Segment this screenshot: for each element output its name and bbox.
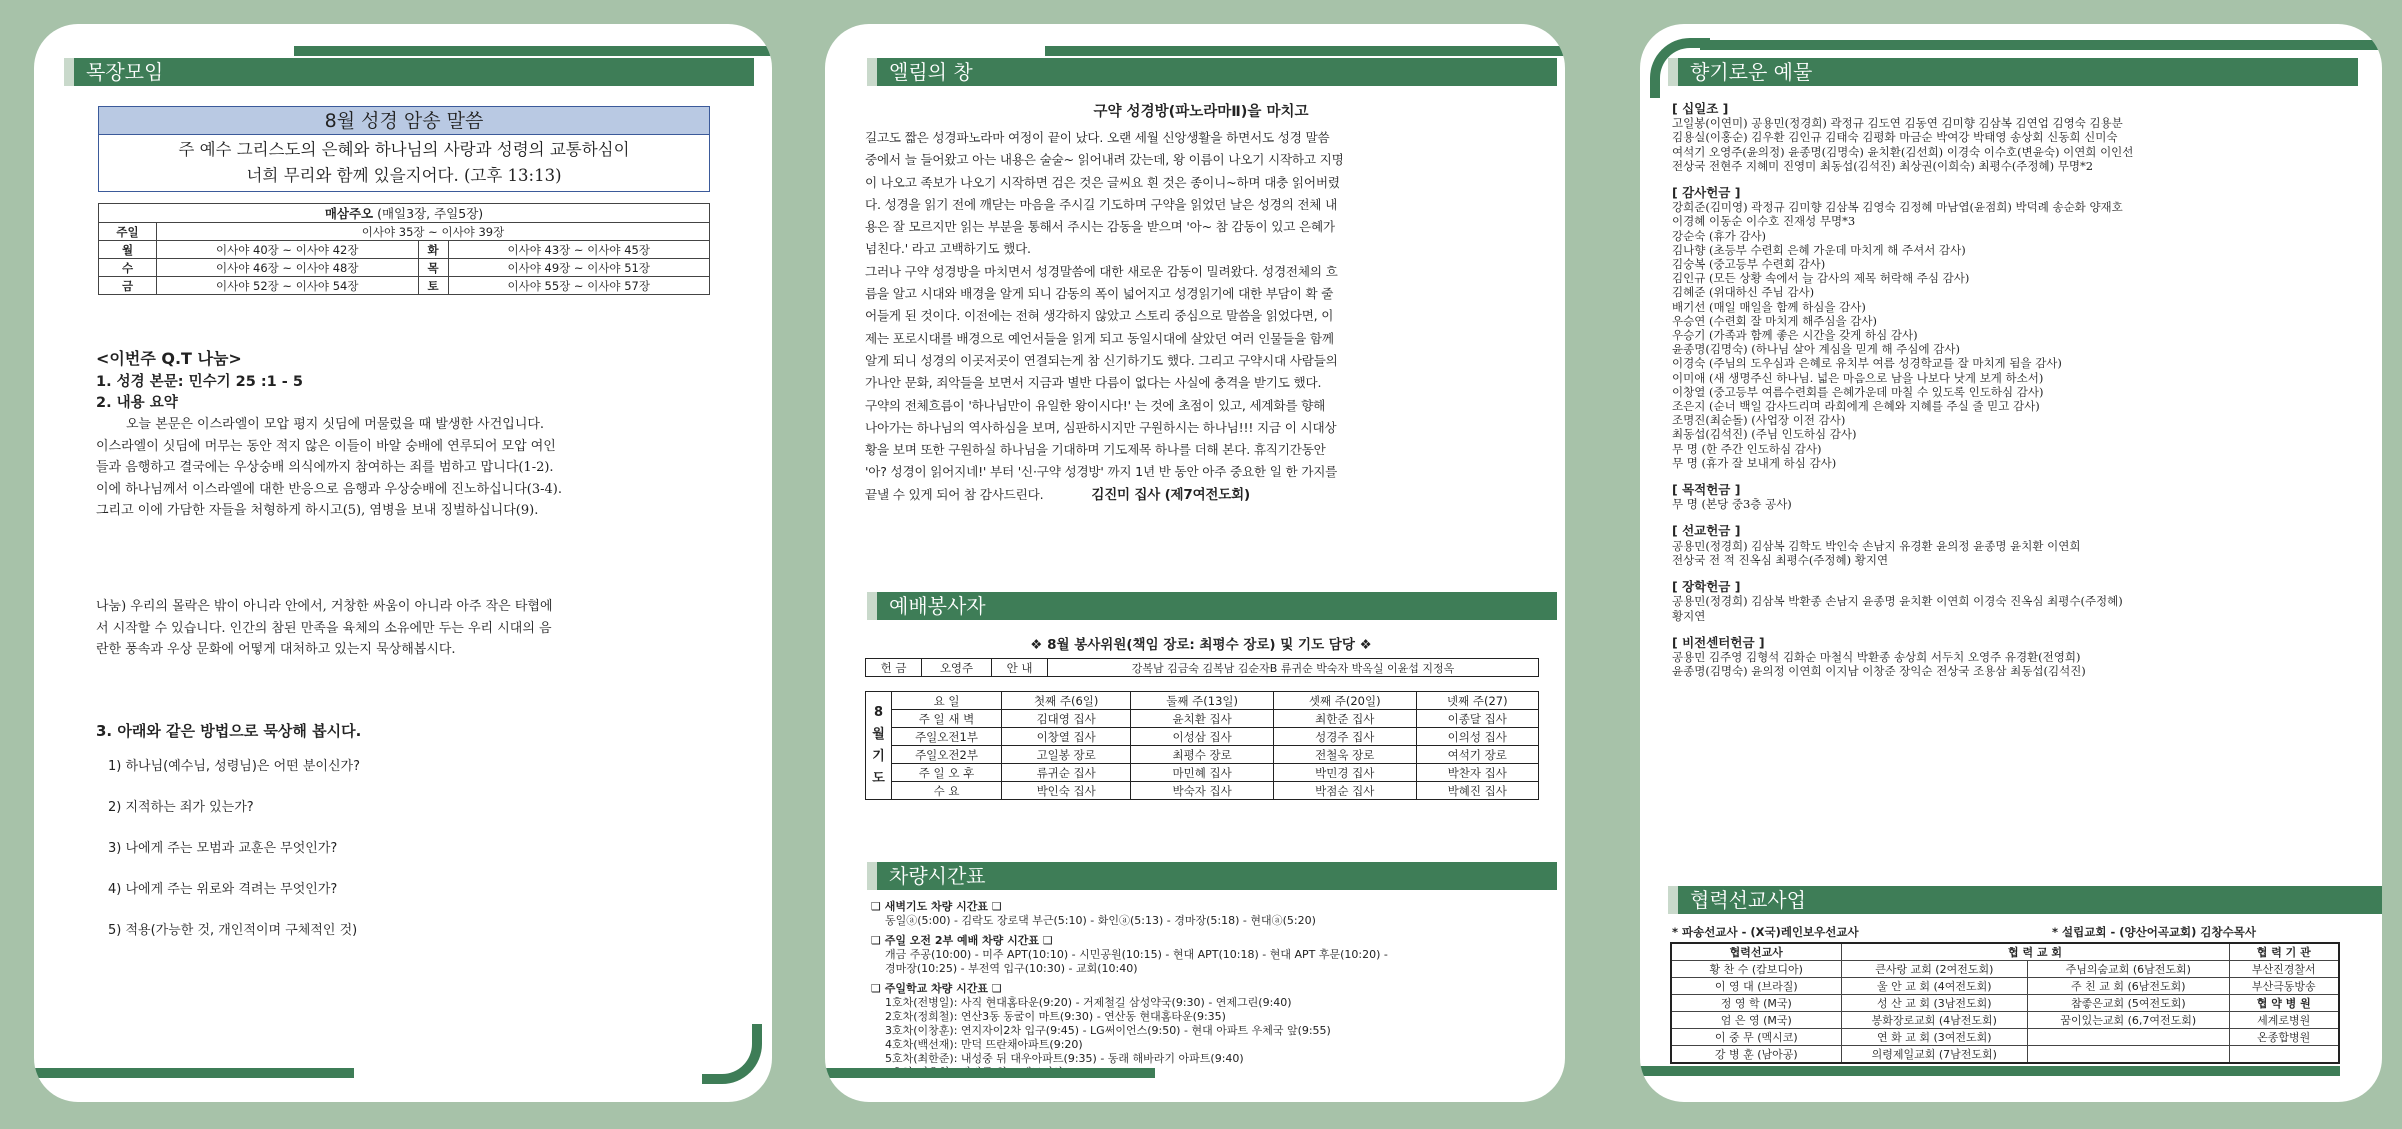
qt-questions bbox=[96, 720, 736, 960]
bus-line: 3호차(이창훈): 연지자이2차 입구(9:45) - LG써이언스(9:50) - 현대 아파트 우체국 앞(9:55) bbox=[885, 1024, 1331, 1037]
decor-ribbon bbox=[1045, 46, 1565, 56]
prayer-cell: 최한준 집사 bbox=[1273, 710, 1416, 728]
mission-cell: 이 중 무 (멕시코) bbox=[1671, 1029, 1841, 1046]
offering-line: 이경혜 이동순 이수호 진재성 무명*3 bbox=[1672, 214, 1856, 229]
decor-ribbon bbox=[294, 46, 772, 56]
mission-head: 협력선교사 bbox=[1671, 943, 1841, 961]
essay-line: 나아가는 하나님의 역사하심을 보며, 심판하시지만 구원하시는 하나님!!! 지금 이 시대상 bbox=[865, 419, 1337, 435]
service-label: 안 내 bbox=[992, 659, 1048, 677]
qt-reflection-line: 서 시작할 수 있습니다. 인간의 참된 만족을 육체의 소유에만 두는 우리 시대의 음 bbox=[96, 620, 552, 636]
essay-body bbox=[865, 127, 1537, 506]
prayer-head: 요 일 bbox=[892, 692, 1002, 710]
reading-day: 월 bbox=[99, 241, 157, 259]
mission-cell bbox=[2229, 1046, 2339, 1064]
essay-line: 길고도 짧은 성경파노라마 여정이 끝이 났다. 오랜 세월 신앙생활을 하면서도 성경 말씀 bbox=[865, 130, 1330, 145]
mission-cell: 황 찬 수 (캄보디아) bbox=[1671, 961, 1841, 978]
essay-line: '아? 성경이 읽어지네!' 부터 '신·구약 성경방' 까지 1년 반 동안 아주 중요한 일 한 가지를 bbox=[865, 464, 1338, 480]
mission-head: 협 력 교 회 bbox=[1841, 943, 2229, 961]
prayer-cell: 이종달 집사 bbox=[1416, 710, 1538, 728]
offering-line: 무 명 (휴가 잘 보내게 하심 감사) bbox=[1672, 455, 1837, 470]
qt-section bbox=[96, 346, 736, 522]
offering-line: 공용민(정경희) 김삼복 김학도 박인숙 손남지 유경환 윤의정 윤종명 윤치환 이연희 bbox=[1672, 538, 2081, 553]
essay-line: 넘친다.' 라고 고백하기도 했다. bbox=[865, 241, 1031, 257]
decor-ribbon bbox=[825, 1068, 1155, 1078]
essay-line: 알게 되니 성경의 이곳저곳이 연결되는게 참 신기하기도 했다. 그리고 구약시대 사람들의 bbox=[865, 352, 1338, 368]
offering-line: 우승기 (가족과 함께 좋은 시간을 갖게 하심 감사) bbox=[1672, 328, 1918, 343]
bus-heading: ❑ 주일학교 차량 시간표 ❑ bbox=[871, 982, 1002, 995]
essay-line: 중에서 늘 들어왔고 아는 내용은 술술~ 읽어내려 갔는데, 왕 이름이 나오기 시작하고 지명 bbox=[865, 152, 1344, 168]
prayer-head: 둘째 주(13일) bbox=[1131, 692, 1274, 710]
qt-question: 1) 하나님(예수님, 성령님)은 어떤 분이신가? bbox=[108, 759, 360, 774]
qt-item1: 1. 성경 본문: 민수기 25 :1 - 5 bbox=[96, 374, 303, 390]
essay-line: 어들게 된 것이다. 이전에는 전혀 생각하지 않았고 스토리 중심으로 말씀을 읽었다면, 이 bbox=[865, 308, 1334, 324]
prayer-cell: 박점순 집사 bbox=[1273, 782, 1416, 800]
mission-cell: 협 약 병 원 bbox=[2229, 995, 2339, 1012]
mission-cell: 의령제일교회 (7남전도회) bbox=[1841, 1046, 2028, 1064]
qt-reflection-line: 란한 풍속과 우상 문화에 어떻게 대처하고 있는지 묵상해봅시다. bbox=[96, 642, 456, 657]
qt-reflection-line: 나눔) 우리의 몰락은 밖이 아니라 안에서, 거창한 싸움이 아니라 아주 작은 타협에 bbox=[96, 599, 553, 614]
reading-day: 수 bbox=[99, 259, 157, 277]
prayer-cell: 박숙자 집사 bbox=[1131, 782, 1274, 800]
reading-range: 이사야 46장 ~ 이사야 48장 bbox=[157, 259, 419, 277]
prayer-cell: 성경주 집사 bbox=[1273, 728, 1416, 746]
service-label: 헌 금 bbox=[866, 659, 922, 677]
prayer-cell: 윤치환 집사 bbox=[1131, 710, 1274, 728]
offering-heading: [ 감사헌금 ] bbox=[1672, 185, 1741, 201]
prayer-cell: 김대영 집사 bbox=[1002, 710, 1131, 728]
memory-verse-line2: 너희 무리와 함께 있을지어다. (고후 13:13) bbox=[246, 166, 562, 185]
reading-range: 이사야 55장 ~ 이사야 57장 bbox=[448, 277, 710, 295]
qt-summary-line: 그리고 이에 가담한 자들을 처형하게 하시고(5), 염병을 보내 징벌하십니다(9). bbox=[96, 503, 539, 518]
offering-line: 무 명 (한 주간 인도하심 감사) bbox=[1672, 441, 1822, 456]
prayer-cell: 이의성 집사 bbox=[1416, 728, 1538, 746]
mission-cell: 울 안 교 회 (4여전도회) bbox=[1841, 978, 2028, 995]
qt-summary bbox=[96, 414, 736, 522]
bus-line: 4호차(백선재): 만덕 뜨란채아파트(9:20) bbox=[885, 1038, 1083, 1051]
prayer-cell: 박찬자 집사 bbox=[1416, 764, 1538, 782]
prayer-cell: 박혜진 집사 bbox=[1416, 782, 1538, 800]
offering-line: 강순숙 (휴가 감사) bbox=[1672, 228, 1767, 243]
service-value: 오영주 bbox=[922, 659, 992, 677]
offering-line: 배기선 (매일 매일을 함께 하심을 감사) bbox=[1672, 299, 1866, 314]
essay-title: 구약 성경방(파노라마Ⅱ)을 마치고 bbox=[1093, 104, 1309, 120]
mission-cell: 부산진경찰서 bbox=[2229, 961, 2339, 978]
prayer-cell: 마민혜 집사 bbox=[1131, 764, 1274, 782]
offering-heading: [ 비전센터헌금 ] bbox=[1672, 634, 1765, 650]
service-table bbox=[865, 658, 1539, 677]
mission-cell: 봉화장로교회 (4남전도회) bbox=[1841, 1012, 2028, 1029]
reading-range: 이사야 40장 ~ 이사야 42장 bbox=[157, 241, 419, 259]
prayer-cell: 주 일 새 벽 bbox=[892, 710, 1002, 728]
section-title-mission: 협력선교사업 bbox=[1668, 886, 2382, 914]
section-title-bus: 차량시간표 bbox=[867, 862, 1557, 890]
decor-ribbon bbox=[34, 1068, 354, 1078]
essay-line: 황을 보며 또한 구원하실 하나님을 기대하며 기도제목 하나를 더해 본다. 휴직기간동안 bbox=[865, 442, 1326, 458]
mission-cell: 주 친 교 회 (6남전도회) bbox=[2028, 978, 2229, 995]
mission-cell: 강 병 훈 (남아공) bbox=[1671, 1046, 1841, 1064]
qt-reflection bbox=[96, 596, 736, 661]
prayer-side-label: 8월 기도 bbox=[866, 692, 892, 800]
prayer-cell: 주일오전2부 bbox=[892, 746, 1002, 764]
offering-line: 조명진(최순돌) (사업장 이전 감사) bbox=[1672, 413, 1846, 428]
essay-line: 끝낼 수 있게 되어 참 감사드린다. bbox=[865, 486, 1044, 502]
essay-line: 다. 성경을 읽기 전에 깨닫는 마음을 주시길 기도하며 구약을 읽었던 날은 성경의 전체 내 bbox=[865, 196, 1338, 212]
qt-heading: <이번주 Q.T 나눔> bbox=[96, 349, 242, 368]
mission-cell: 부산극동방송 bbox=[2229, 978, 2339, 995]
offering-line: 이경숙 (주님의 도우심과 은혜로 유치부 여름 성경학교를 잘 마치게 됨을 감사) bbox=[1672, 356, 2062, 371]
offering-line: 조은지 (순너 백일 감사드리며 라희에게 은혜와 지혜를 주실 줄 믿고 감사) bbox=[1672, 399, 2040, 414]
mission-cell: 큰사랑 교회 (2여전도회) bbox=[1841, 961, 2028, 978]
offering-line: 우승연 (수련회 잘 마치게 해주심을 감사) bbox=[1672, 313, 1877, 328]
qt-summary-line: 이에 하나님께서 이스라엘에 대한 반응으로 음행과 우상숭배에 진노하십니다(3-4). bbox=[96, 481, 562, 497]
reading-day: 목 bbox=[418, 259, 448, 277]
offering-line: 윤종명(김명숙) (하나님 살아 계심을 믿게 해 주심에 감사) bbox=[1672, 342, 1960, 357]
mission-table bbox=[1670, 942, 2340, 1064]
section-title-cell-group: 목장모임 bbox=[64, 58, 754, 86]
prayer-head: 첫째 주(6일) bbox=[1002, 692, 1131, 710]
bus-line: 1호차(전병일): 사직 현대홈타운(9:20) - 거제철길 삼성약국(9:30) - 연제그린(9:40) bbox=[885, 996, 1292, 1009]
offering-heading: [ 목적헌금 ] bbox=[1672, 482, 1741, 498]
offering-line: 김나향 (초등부 수련회 은혜 가운데 마치게 해 주셔서 감사) bbox=[1672, 242, 1966, 257]
qt-summary-line: 이스라엘이 싯딤에 머무는 동안 적지 않은 이들이 바알 숭배에 연루되어 모압 여인 bbox=[96, 438, 556, 454]
prayer-cell: 수 요 bbox=[892, 782, 1002, 800]
offering-line: 이창열 (중고등부 여름수련회를 은혜가운데 마칠 수 있도록 인도하심 감사) bbox=[1672, 384, 2044, 399]
qt-item2: 2. 내용 요약 bbox=[96, 395, 178, 411]
offering-line: 김숭복 (중고등부 수련회 감사) bbox=[1672, 257, 1826, 272]
reading-subtitle: (매일3장, 주일5장) bbox=[377, 206, 484, 221]
mission-note-right: * 설립교회 - (양산어곡교회) 김창수목사 bbox=[2052, 925, 2256, 939]
prayer-head: 셋째 주(20일) bbox=[1273, 692, 1416, 710]
mission-cell: 연 화 교 회 (3여전도회) bbox=[1841, 1029, 2028, 1046]
offering-line: 김인규 (모든 상황 속에서 늘 감사의 제목 허락해 주심 감사) bbox=[1672, 271, 1970, 286]
bus-line: 경마장(10:25) - 부전역 입구(10:30) - 교회(10:40) bbox=[885, 962, 1138, 975]
mission-cell: 참좋은교회 (5여전도회) bbox=[2028, 995, 2229, 1012]
bus-line: 개금 주공(10:00) - 미주 APT(10:10) - 시민공원(10:15) - 현대 APT(10:18) - 현대 APT 후문(10:20) - bbox=[885, 948, 1388, 961]
prayer-cell: 여석기 장로 bbox=[1416, 746, 1538, 764]
offering-line: 여석기 오영주(윤의정) 윤종명(김명숙) 윤치환(김선희) 이경숙 이수호(변윤숙) 이연희 이인선 bbox=[1672, 144, 2134, 159]
essay-line: 구약의 전체흐름이 '하나님만이 유일한 왕이시다!' 는 것에 초점이 있고, 세계화를 향해 bbox=[865, 397, 1326, 413]
panel-elim bbox=[825, 24, 1565, 1102]
bus-line: 5호차(최한준): 내성중 뒤 대우아파트(9:35) - 동래 해바라기 아파트(9:40) bbox=[885, 1052, 1244, 1065]
offering-line: 전상국 전 적 진옥심 최평수(주정혜) 황지연 bbox=[1672, 552, 1889, 567]
mission-cell: 엄 은 영 (M국) bbox=[1671, 1012, 1841, 1029]
memory-verse-line1: 주 예수 그리스도의 은혜와 하나님의 사랑과 성령의 교통하심이 bbox=[178, 140, 630, 159]
reading-range: 이사야 43장 ~ 이사야 45장 bbox=[448, 241, 710, 259]
reading-table bbox=[98, 203, 710, 295]
offering-heading: [ 장학헌금 ] bbox=[1672, 579, 1741, 595]
offering-line: 강희준(김미영) 곽정규 김미향 김삼복 김영숙 김정혜 마남엽(윤점희) 박덕례 송순화 양재호 bbox=[1672, 200, 2123, 215]
mission-cell: 세계로병원 bbox=[2229, 1012, 2339, 1029]
offering-line: 공용민(정경희) 김삼복 박환종 손남지 윤종명 윤치환 이연희 이경숙 진옥심 최평수(주정혜) bbox=[1672, 594, 2123, 609]
essay bbox=[865, 100, 1537, 506]
qt-item3: 3. 아래와 같은 방법으로 묵상해 봅시다. bbox=[96, 722, 362, 740]
offering-line: 황지연 bbox=[1672, 608, 1706, 623]
prayer-head: 넷째 주(27) bbox=[1416, 692, 1538, 710]
decor-corner bbox=[702, 1024, 762, 1084]
offering-line: 김혜준 (위대하신 주님 감사) bbox=[1672, 285, 1815, 300]
offering-line: 윤종명(김명숙) 윤의정 이연희 이지남 이창준 장익순 전상국 조용삼 최동섭(김석진) bbox=[1672, 664, 2086, 679]
reading-day: 주일 bbox=[99, 223, 157, 241]
mission-cell bbox=[2028, 1029, 2229, 1046]
qt-question: 2) 지적하는 죄가 있는가? bbox=[108, 800, 254, 815]
prayer-cell: 류귀순 집사 bbox=[1002, 764, 1131, 782]
prayer-cell: 주일오전1부 bbox=[892, 728, 1002, 746]
mission-note-left: * 파송선교사 - (X국)레인보우선교사 bbox=[1672, 925, 1859, 939]
section-title-service: 예배봉사자 bbox=[867, 592, 1557, 620]
mission-cell: 정 영 학 (M국) bbox=[1671, 995, 1841, 1012]
offering-line: 전상국 전현주 지혜미 진영미 최동섭(김석진) 최상권(이희숙) 최평수(주정혜) 무명*2 bbox=[1672, 158, 2094, 173]
section-title-window: 엘림의 창 bbox=[867, 58, 1557, 86]
mission-cell: 주님의숨교회 (6남전도회) bbox=[2028, 961, 2229, 978]
offering-heading: [ 십일조 ] bbox=[1672, 101, 1729, 116]
prayer-cell: 주 일 오 후 bbox=[892, 764, 1002, 782]
reading-range: 이사야 35장 ~ 이사야 39장 bbox=[157, 223, 710, 241]
reading-day: 금 bbox=[99, 277, 157, 295]
essay-line: 제는 포로시대를 배경으로 예언서들을 읽게 되고 동일시대에 살았던 여러 인물들을 함께 bbox=[865, 330, 1334, 346]
mission-cell: 성 산 교 회 (3남전도회) bbox=[1841, 995, 2028, 1012]
prayer-cell: 이창열 집사 bbox=[1002, 728, 1131, 746]
prayer-cell: 박인숙 집사 bbox=[1002, 782, 1131, 800]
qt-question: 5) 적용(가능한 것, 개인적이며 구체적인 것) bbox=[108, 923, 358, 938]
reading-title: 매삼주오 bbox=[324, 206, 374, 221]
bus-line: 2호차(정희철): 연산3동 동굴이 마트(9:30) - 연산동 현대홈타운(9:35) bbox=[885, 1010, 1226, 1023]
reading-day: 토 bbox=[418, 277, 448, 295]
panel-offering bbox=[1640, 24, 2382, 1102]
offering-heading: [ 선교헌금 ] bbox=[1672, 523, 1741, 539]
essay-line: 름을 알고 시대와 배경을 알게 되니 감동의 폭이 넓어지고 성경읽기에 대한 부담이 확 줄 bbox=[865, 286, 1334, 302]
prayer-cell: 전철욱 장로 bbox=[1273, 746, 1416, 764]
offering-line: 공용민 김주영 김형석 김화순 마철식 박환종 송상희 서두치 오영주 유경환(전영희) bbox=[1672, 649, 2081, 664]
panel-cell-group bbox=[34, 24, 772, 1102]
bus-heading: ❑ 새벽기도 차량 시간표 ❑ bbox=[871, 900, 1002, 913]
prayer-cell: 박민경 집사 bbox=[1273, 764, 1416, 782]
essay-author: 김진미 집사 (제7여전도회) bbox=[1091, 486, 1250, 503]
qt-summary-line: 오늘 본문은 이스라엘이 모압 평지 싯딤에 머물렀을 때 발생한 사건입니다. bbox=[126, 417, 545, 432]
essay-line: 가나안 문화, 죄악들을 보면서 지금과 별반 다름이 없다는 사실에 충격을 받기도 했다. bbox=[865, 375, 1322, 391]
decor-ribbon bbox=[1700, 40, 2382, 50]
qt-question: 4) 나에게 주는 위로와 격려는 무엇인가? bbox=[108, 882, 338, 897]
memory-verse-box bbox=[98, 106, 710, 192]
memory-verse-heading: 8월 성경 암송 말씀 bbox=[99, 107, 709, 135]
mission-cell: 이 영 대 (브라질) bbox=[1671, 978, 1841, 995]
offering-line: 이미애 (새 생명주신 하나님. 넓은 마음으로 남을 나보다 낫게 보게 하소서) bbox=[1672, 370, 2044, 385]
bus-heading: ❑ 주일 오전 2부 예배 차량 시간표 ❑ bbox=[871, 934, 1053, 947]
essay-line: 용은 잘 모르지만 읽는 부분을 통해서 주시는 감동을 받으며 '아~ 참 감동이 있고 은혜가 bbox=[865, 219, 1335, 235]
reading-day: 화 bbox=[418, 241, 448, 259]
mission-head: 협 력 기 관 bbox=[2229, 943, 2339, 961]
service-value: 강복남 김금숙 김복남 김순자B 류귀순 박숙자 박옥실 이윤섭 지정옥 bbox=[1048, 659, 1539, 677]
bus-schedule bbox=[871, 900, 1551, 1080]
mission-cell bbox=[2028, 1046, 2229, 1064]
reading-range: 이사야 49장 ~ 이사야 51장 bbox=[448, 259, 710, 277]
reading-range: 이사야 52장 ~ 이사야 54장 bbox=[157, 277, 419, 295]
qt-summary-line: 들과 음행하고 결국에는 우상숭배 의식에까지 참여하는 죄를 범하고 맙니다(1-2). bbox=[96, 460, 554, 475]
prayer-cell: 최평수 장로 bbox=[1131, 746, 1274, 764]
offering-line: 최동섭(김석진) (주님 인도하심 감사) bbox=[1672, 427, 1857, 442]
prayer-cell: 이성삼 집사 bbox=[1131, 728, 1274, 746]
offering-line: 김용실(이홍순) 김우환 김인규 김태숙 김평화 마금순 박여강 박태영 송상회 신동희 신미숙 bbox=[1672, 130, 2118, 145]
service-heading: ❖ 8월 봉사위원(책임 장로: 최평수 장로) 및 기도 담당 ❖ bbox=[1030, 637, 1372, 653]
prayer-cell: 고일봉 장로 bbox=[1002, 746, 1131, 764]
essay-line: 이 나오고 족보가 나오기 시작하면 검은 것은 글씨요 흰 것은 종이니~하며 대충 읽어버렸 bbox=[865, 174, 1340, 190]
prayer-table bbox=[865, 691, 1539, 800]
offering-list bbox=[1672, 102, 2362, 678]
offering-line: 고일봉(이연미) 공용민(정경희) 곽정규 김도연 김동연 김미향 김삼복 김연업 김영숙 김용분 bbox=[1672, 116, 2123, 131]
section-title-offering: 향기로운 예물 bbox=[1668, 58, 2358, 86]
mission-cell: 꿈이있는교회 (6,7여전도회) bbox=[2028, 1012, 2229, 1029]
decor-ribbon bbox=[1640, 1066, 2340, 1076]
essay-line: 그러나 구약 성경방을 마치면서 성경말씀에 대한 새로운 감동이 밀려왔다. 성경전체의 흐 bbox=[865, 263, 1338, 279]
bus-line: 동일ⓐ(5:00) - 김락도 장로댁 부근(5:10) - 화인ⓐ(5:13) - 경마장(5:18) - 현대ⓐ(5:20) bbox=[885, 914, 1316, 927]
qt-question: 3) 나에게 주는 모범과 교훈은 무엇인가? bbox=[108, 841, 338, 856]
mission-cell: 온종합병원 bbox=[2229, 1029, 2339, 1046]
offering-line: 무 명 (본당 중3층 공사) bbox=[1672, 497, 1792, 512]
